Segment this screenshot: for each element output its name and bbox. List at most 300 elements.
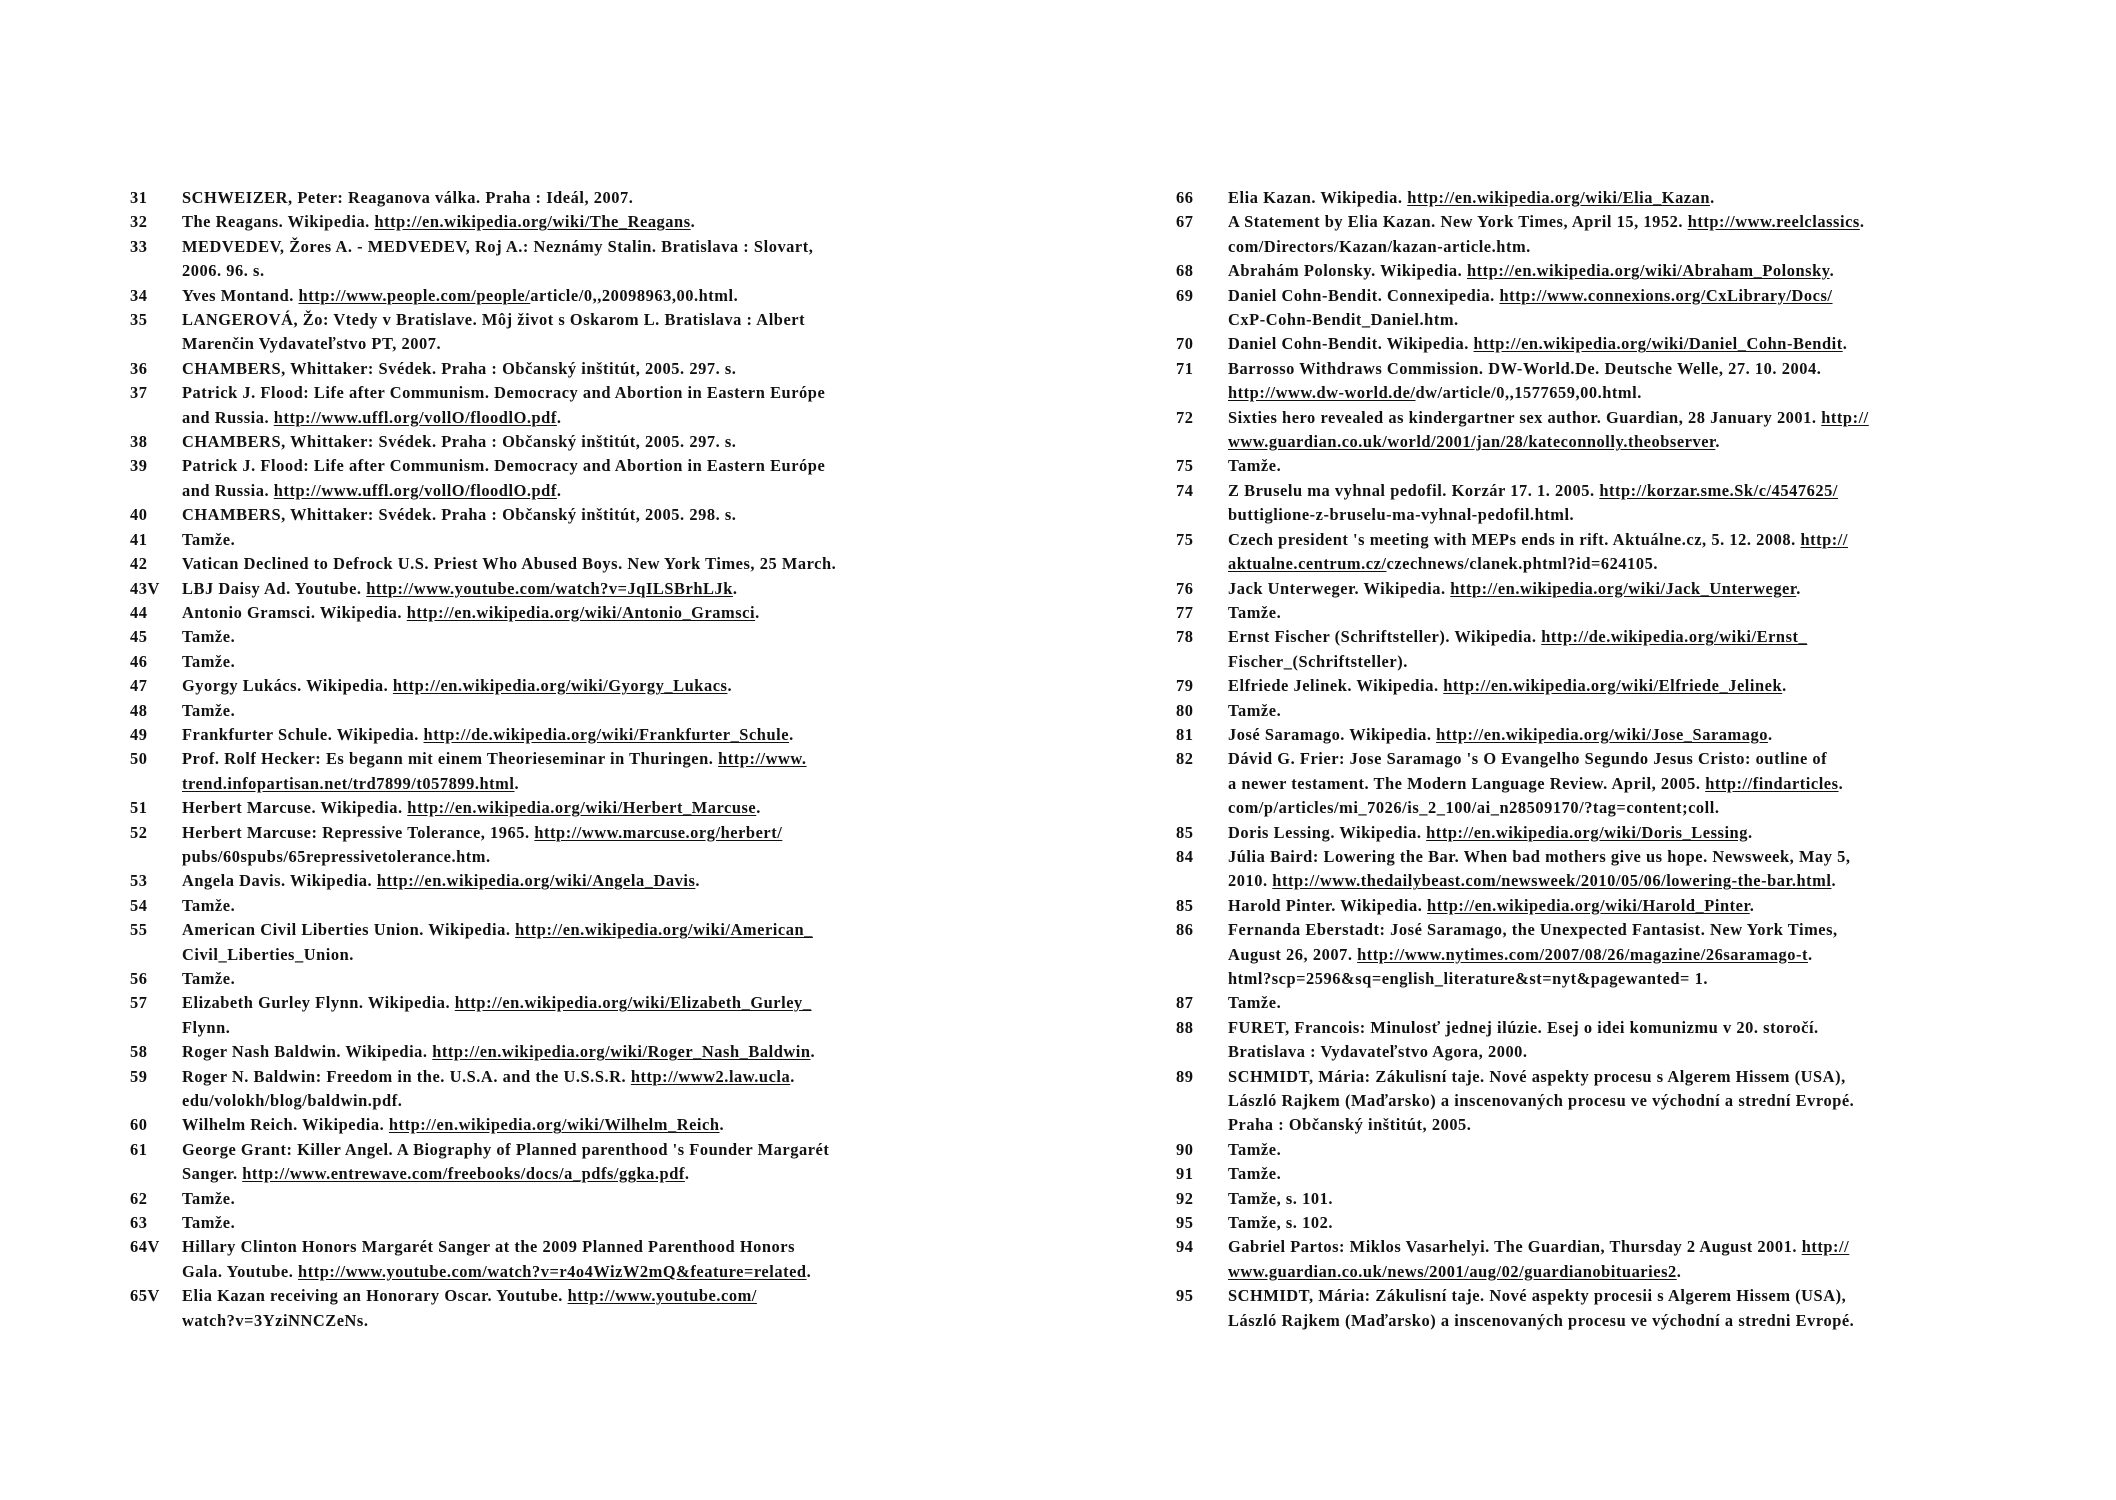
footnote-item (1176, 821, 2026, 845)
footnote-line (1228, 406, 2026, 430)
footnote-link[interactable]: http:// (1800, 529, 1849, 549)
footnote-item (1176, 1016, 2026, 1065)
footnote-link[interactable]: http://www.connexions.org/CxLibrary/Docs/ (1499, 285, 1833, 305)
footnote-line-text: Tamže, s. 101. (1228, 1188, 1333, 1208)
footnote-line-suffix: . (789, 724, 794, 744)
footnote-line-text: Ernst Fischer (Schriftsteller). Wikipedia. (1228, 627, 1542, 647)
footnote-link[interactable]: http://www.entrewave.com/freebooks/docs/a_pdfs/ggka.pdf (242, 1164, 685, 1184)
footnote-number: 90 (1176, 1139, 1194, 1159)
footnote-line (182, 210, 960, 234)
footnote-number: 74 (1176, 480, 1194, 500)
footnote-item (130, 430, 960, 454)
footnote-link[interactable]: http:// (1801, 1237, 1850, 1257)
footnote-line-text: SCHWEIZER, Peter: Reaganova válka. Praha : Ideál, 2007. (182, 188, 634, 207)
footnote-number: 68 (1176, 261, 1194, 281)
footnote-text (182, 308, 960, 357)
footnote-line (182, 991, 960, 1015)
footnote-line (182, 259, 960, 283)
footnotes-right-column (1176, 186, 2026, 1333)
footnote-text (1228, 845, 2026, 894)
footnote-line-text: and Russia. (182, 407, 274, 427)
footnote-line-text: Tamže. (1228, 1164, 1282, 1184)
footnote-line-text: LBJ Daisy Ad. Youtube. (182, 578, 367, 598)
footnote-number: 47 (130, 676, 148, 696)
footnote-line (1228, 381, 2026, 405)
footnote-link[interactable]: http://www2.law.ucla (630, 1066, 791, 1086)
footnote-line-text: Civil_Liberties_Union. (182, 944, 354, 964)
footnote-text (1228, 601, 2026, 625)
footnote-line-text: Sixties hero revealed as kindergartner sex author. Guardian, 28 January 2001. (1228, 407, 1822, 427)
footnote-text (1228, 821, 2026, 845)
footnote-number: 70 (1176, 334, 1194, 354)
footnote-link[interactable]: www.guardian.co.uk/world/2001/jan/28/kateconnolly.theobserver (1228, 432, 1716, 452)
footnote-line-text: American Civil Liberties Union. Wikipedia. (182, 920, 516, 940)
footnote-text (182, 625, 960, 649)
footnote-line-text: Elfriede Jelinek. Wikipedia. (1228, 676, 1444, 696)
footnote-link[interactable]: http://en.wikipedia.org/wiki/Gyorgy_Lukacs (392, 676, 728, 696)
footnote-line-text: Doris Lessing. Wikipedia. (1228, 822, 1427, 842)
footnote-number: 61 (130, 1139, 148, 1159)
footnote-text (1228, 991, 2026, 1015)
footnote-line (1228, 1235, 2026, 1259)
footnote-link[interactable]: http://findarticles (1705, 773, 1839, 793)
footnote-line-text: Tamže. (182, 627, 236, 647)
footnote-line (182, 284, 960, 308)
footnote-line-text: Roger Nash Baldwin. Wikipedia. (182, 1042, 433, 1062)
footnote-line-suffix: . (727, 676, 733, 696)
footnote-line-text: FURET, Francois: Minulosť jednej ilúzie. Esej o idei komunizmu v 20. storočí. (1228, 1017, 1819, 1037)
footnote-link[interactable]: http://en.wikipedia.org/wiki/Daniel_Cohn-Bendit (1473, 334, 1843, 354)
footnote-line (182, 186, 960, 210)
footnote-line-text: a newer testament. The Modern Language Review. April, 2005. (1228, 773, 1706, 793)
footnote-item (1176, 1284, 2026, 1333)
footnote-line (182, 821, 960, 845)
footnote-link[interactable]: http://en.wikipedia.org/wiki/Herbert_Marcuse (407, 798, 757, 818)
footnote-number: 91 (1176, 1164, 1194, 1184)
footnote-line-text: Gyorgy Lukács. Wikipedia. (182, 676, 393, 696)
footnote-text (182, 552, 960, 576)
footnote-line (182, 723, 960, 747)
footnote-line-text: Frankfurter Schule. Wikipedia. (182, 724, 424, 744)
footnote-text (182, 284, 960, 308)
footnote-line-suffix: . (1749, 895, 1755, 915)
footnote-item (130, 210, 960, 234)
footnote-line-text: Daniel Cohn-Bendit. Wikipedia. (1228, 334, 1474, 354)
footnote-line-suffix: . (1767, 724, 1773, 744)
footnote-number: 71 (1176, 358, 1194, 378)
footnote-link[interactable]: http://en.wikipedia.org/wiki/Elizabeth_Gurley_ (454, 993, 812, 1013)
footnote-text (1228, 1235, 2026, 1284)
footnote-line-text: Wilhelm Reich. Wikipedia. (182, 1115, 389, 1135)
footnote-line-text: László Rajkem (Maďarsko) a inscenovaných procesu ve východní a strední Evropé. (1228, 1091, 1855, 1111)
footnote-line-text: Vatican Declined to Defrock U.S. Priest Who Abused Boys. New York Times, 25 March. (182, 554, 837, 574)
footnote-line-suffix: . (1715, 432, 1721, 452)
footnote-item (130, 991, 960, 1040)
footnote-line (1228, 894, 2026, 918)
footnote-number: 89 (1176, 1066, 1194, 1086)
footnote-line-text: Yves Montand. (182, 285, 299, 305)
footnote-text (1228, 1016, 2026, 1065)
footnote-line (182, 1284, 960, 1308)
footnote-line (1228, 796, 2026, 820)
footnote-item (1176, 723, 2026, 747)
footnote-link[interactable]: http://www.youtube.com/ (567, 1286, 757, 1306)
footnote-link[interactable]: http://en.wikipedia.org/wiki/The_Reagans (374, 212, 691, 232)
footnote-number: 65V (130, 1286, 160, 1306)
footnote-line (1228, 1040, 2026, 1064)
footnote-item (130, 454, 960, 503)
footnote-line (1228, 454, 2026, 478)
footnote-line-text: SCHMIDT, Mária: Zákulisní taje. Nové aspekty procesu s Algerem Hissem (USA), (1228, 1066, 1846, 1086)
footnote-line (182, 1113, 960, 1137)
footnote-line-text: Czech president 's meeting with MEPs ends in rift. Aktuálne.cz, 5. 12. 2008. (1228, 529, 1801, 549)
footnote-text (182, 1138, 960, 1187)
footnote-item (1176, 454, 2026, 478)
footnote-line (1228, 357, 2026, 381)
footnote-item (130, 601, 960, 625)
footnote-line-text: Bratislava : Vydavateľstvo Agora, 2000. (1228, 1042, 1528, 1062)
footnote-text (182, 650, 960, 674)
footnote-line-text: The Reagans. Wikipedia. (182, 212, 375, 232)
footnote-item (1176, 332, 2026, 356)
footnote-link[interactable]: http://www.people.com/people/ (298, 285, 531, 305)
footnote-line (182, 1309, 960, 1333)
footnote-text (1228, 357, 2026, 406)
footnote-item (130, 1138, 960, 1187)
footnote-text (182, 454, 960, 503)
footnote-number: 59 (130, 1066, 148, 1086)
footnote-item (1176, 259, 2026, 283)
footnote-line-suffix: article/0,,20098963,00.html. (530, 285, 739, 305)
footnote-text (1228, 284, 2026, 333)
footnote-item (1176, 1211, 2026, 1235)
footnote-link[interactable]: http://de.wikipedia.org/wiki/Frankfurter_Schule (423, 724, 790, 744)
footnote-number: 55 (130, 920, 148, 940)
footnote-number: 53 (130, 871, 148, 891)
footnote-link[interactable]: http://www.dw-world.de/ (1228, 383, 1416, 403)
footnote-line-text: Elizabeth Gurley Flynn. Wikipedia. (182, 993, 455, 1013)
footnote-line (182, 1138, 960, 1162)
footnote-text (1228, 1162, 2026, 1186)
footnote-line (182, 1260, 960, 1284)
footnote-item (130, 821, 960, 870)
footnote-line-text: com/Directors/Kazan/kazan-article.htm. (1228, 236, 1531, 256)
footnote-line-text: Jack Unterweger. Wikipedia. (1228, 578, 1451, 598)
footnote-link[interactable]: http://en.wikipedia.org/wiki/Antonio_Gramsci (406, 602, 756, 622)
footnote-text (1228, 699, 2026, 723)
footnote-link[interactable]: http://en.wikipedia.org/wiki/Elfriede_Jelinek (1443, 676, 1783, 696)
footnote-item (130, 186, 960, 210)
footnote-number: 78 (1176, 627, 1194, 647)
footnote-line (182, 332, 960, 356)
footnote-line-text: CxP-Cohn-Bendit_Daniel.htm. (1228, 310, 1459, 330)
footnote-line-text: Fernanda Eberstadt: José Saramago, the Unexpected Fantasist. New York Times, (1228, 920, 1838, 940)
footnote-line-suffix: . (1838, 773, 1844, 793)
footnote-line (182, 674, 960, 698)
footnote-line-text: CHAMBERS, Whittaker: Svédek. Praha : Občanský inštitút, 2005. 297. s. (182, 432, 737, 452)
footnote-item (1176, 699, 2026, 723)
footnote-link[interactable]: http://korzar.sme.Sk/c/4547625/ (1599, 480, 1838, 500)
footnote-number: 69 (1176, 285, 1194, 305)
footnote-link[interactable]: http://en.wikipedia.org/wiki/American_ (515, 920, 813, 940)
footnote-item (1176, 1138, 2026, 1162)
footnote-item (130, 552, 960, 576)
footnote-number: 50 (130, 749, 148, 769)
footnote-line (182, 308, 960, 332)
footnote-link[interactable]: http://en.wikipedia.org/wiki/Angela_Davis (376, 871, 696, 891)
footnote-link[interactable]: http://www.thedailybeast.com/newsweek/2010/05/06/lowering-the-bar.html (1272, 871, 1832, 891)
footnote-line-text: Tamže. (182, 969, 236, 988)
footnote-line (1228, 1284, 2026, 1308)
footnote-line (1228, 772, 2026, 796)
footnote-line-text: LANGEROVÁ, Žo: Vtedy v Bratislave. Môj život s Oskarom L. Bratislava : Albert (182, 310, 806, 330)
footnote-link[interactable]: http://en.wikipedia.org/wiki/Doris_Lessing (1426, 822, 1748, 842)
footnote-link[interactable]: http://en.wikipedia.org/wiki/Abraham_Polonsky (1466, 261, 1830, 281)
footnote-text (182, 894, 960, 918)
footnote-line-suffix: . (806, 1261, 812, 1281)
footnote-item (130, 577, 960, 601)
footnote-item (130, 1284, 960, 1333)
footnote-text (1228, 1211, 2026, 1235)
footnote-item (130, 1040, 960, 1064)
footnote-text (1228, 186, 2026, 210)
footnote-line (1228, 1113, 2026, 1137)
footnote-line-text: Harold Pinter. Wikipedia. (1228, 895, 1428, 915)
footnote-item (1176, 918, 2026, 991)
footnote-line-text: Flynn. (182, 1017, 231, 1037)
footnote-text (1228, 1138, 2026, 1162)
footnote-item (130, 918, 960, 967)
footnote-text (182, 528, 960, 552)
footnote-link[interactable]: http://www.marcuse.org/herbert/ (534, 822, 783, 842)
footnote-text (1228, 454, 2026, 478)
footnote-number: 72 (1176, 407, 1194, 427)
footnote-item (130, 284, 960, 308)
footnote-link[interactable]: http://www.reelclassics (1687, 212, 1860, 232)
footnote-line-text: Gala. Youtube. (182, 1261, 299, 1281)
footnote-line (182, 1065, 960, 1089)
footnote-item (1176, 674, 2026, 698)
footnote-line-text: Tamže, s. 102. (1228, 1213, 1333, 1233)
footnote-line-text: watch?v=3YziNNCZeNs. (182, 1310, 369, 1330)
footnote-number: 75 (1176, 529, 1194, 549)
footnote-line-suffix: czechnews/clanek.phtml?id=624105. (1386, 554, 1659, 574)
footnote-line (182, 1016, 960, 1040)
footnote-item (1176, 210, 2026, 259)
footnote-line (1228, 210, 2026, 234)
footnote-text (1228, 332, 2026, 356)
footnote-text (182, 967, 960, 991)
footnote-item (130, 747, 960, 796)
footnote-line-text: Tamže. (1228, 456, 1282, 476)
footnote-item (1176, 577, 2026, 601)
footnote-line-text: Antonio Gramsci. Wikipedia. (182, 602, 407, 622)
footnote-line (1228, 1260, 2026, 1284)
footnote-line (1228, 967, 2026, 991)
footnote-item (1176, 1235, 2026, 1284)
footnote-line (1228, 723, 2026, 747)
footnote-number: 52 (130, 822, 148, 842)
footnote-link[interactable]: http://en.wikipedia.org/wiki/Elia_Kazan (1407, 188, 1711, 207)
footnote-number: 60 (130, 1115, 148, 1135)
footnote-number: 32 (130, 212, 148, 232)
footnote-number: 85 (1176, 822, 1194, 842)
footnote-link[interactable]: http://www.nytimes.com/2007/08/26/magazine/26saramago-t (1357, 944, 1809, 964)
footnote-number: 79 (1176, 676, 1194, 696)
footnote-line (1228, 259, 2026, 283)
footnote-item (1176, 284, 2026, 333)
footnote-line-text: Gabriel Partos: Miklos Vasarhelyi. The Guardian, Thursday 2 August 2001. (1228, 1237, 1802, 1257)
footnote-line-suffix: . (1859, 212, 1865, 232)
footnote-line (1228, 601, 2026, 625)
footnote-line (182, 235, 960, 259)
footnote-line-text: Elia Kazan. Wikipedia. (1228, 188, 1408, 207)
footnote-line-text: Daniel Cohn-Bendit. Connexipedia. (1228, 285, 1500, 305)
footnote-number: 33 (130, 236, 148, 256)
footnote-link[interactable]: http://www.uffl.org/vollO/floodlO.pdf (273, 480, 557, 500)
footnote-number: 92 (1176, 1188, 1194, 1208)
footnote-item (130, 650, 960, 674)
footnote-item (1176, 357, 2026, 406)
footnote-number: 43V (130, 578, 160, 598)
footnote-line (182, 552, 960, 576)
footnote-line (182, 747, 960, 771)
footnote-line-text: George Grant: Killer Angel. A Biography of Planned parenthood 's Founder Margarét (182, 1139, 830, 1159)
footnote-text (182, 869, 960, 893)
footnote-line (1228, 235, 2026, 259)
footnote-number: 81 (1176, 724, 1194, 744)
footnote-line (182, 845, 960, 869)
footnote-text (182, 503, 960, 527)
footnote-item (130, 528, 960, 552)
footnote-line-text: Tamže. (1228, 700, 1282, 720)
footnote-text (1228, 747, 2026, 820)
footnote-item (130, 308, 960, 357)
footnote-link[interactable]: http://en.wikipedia.org/wiki/Wilhelm_Reich (388, 1115, 720, 1135)
footnote-line-suffix: dw/article/0,,1577659,00.html. (1415, 383, 1642, 403)
footnote-number: 75 (1176, 456, 1194, 476)
footnote-number: 76 (1176, 578, 1194, 598)
footnote-text (182, 186, 960, 210)
footnote-line (182, 1211, 960, 1235)
footnote-link[interactable]: www.guardian.co.uk/news/2001/aug/02/guardianobituaries2 (1228, 1261, 1677, 1281)
footnote-text (182, 210, 960, 234)
footnote-number: 44 (130, 602, 148, 622)
footnote-link[interactable]: trend.infopartisan.net/trd7899/t057899.html (182, 773, 515, 793)
footnote-number: 95 (1176, 1286, 1194, 1306)
footnote-number: 45 (130, 627, 148, 647)
footnote-line (182, 943, 960, 967)
footnote-text (182, 1187, 960, 1211)
footnote-item (1176, 528, 2026, 577)
footnote-link[interactable]: http://en.wikipedia.org/wiki/Harold_Pinter (1427, 895, 1750, 915)
footnote-line (1228, 186, 2026, 210)
footnote-number: 38 (130, 432, 148, 452)
footnote-line-text: Tamže. (182, 895, 236, 915)
footnote-link[interactable]: http://de.wikipedia.org/wiki/Ernst_ (1541, 627, 1808, 647)
footnote-line-suffix: . (790, 1066, 795, 1086)
footnote-number: 49 (130, 724, 148, 744)
footnote-line-suffix: . (695, 871, 701, 891)
footnote-link[interactable]: http://en.wikipedia.org/wiki/Roger_Nash_Baldwin (432, 1042, 811, 1062)
footnote-link[interactable]: http://www. (718, 749, 807, 769)
footnote-number: 35 (130, 310, 148, 330)
footnote-text (1228, 1065, 2026, 1138)
footnote-line (182, 479, 960, 503)
footnote-link[interactable]: http://www.youtube.com/watch?v=JqILSBrhLJk (366, 578, 733, 598)
footnote-number: 39 (130, 456, 148, 476)
footnote-line-suffix: . (755, 602, 760, 622)
footnote-item (1176, 1162, 2026, 1186)
footnote-text (182, 1065, 960, 1114)
footnote-link[interactable]: aktualne.centrum.cz/ (1228, 554, 1387, 574)
footnote-line-text: Tamže. (182, 1188, 236, 1208)
footnote-number: 58 (130, 1042, 148, 1062)
footnote-line-suffix: . (1808, 944, 1813, 964)
footnote-line-text: Tamže. (1228, 1139, 1282, 1159)
footnote-line (182, 454, 960, 478)
footnote-link[interactable]: http://en.wikipedia.org/wiki/Jose_Saramago (1436, 724, 1768, 744)
footnote-line-suffix: . (514, 773, 520, 793)
footnote-line-suffix: . (1710, 188, 1715, 207)
footnote-number: 64V (130, 1237, 160, 1257)
footnote-link[interactable]: http://en.wikipedia.org/wiki/Jack_Unterweger (1450, 578, 1797, 598)
footnote-text (182, 747, 960, 796)
footnote-line-text: com/p/articles/mi_7026/is_2_100/ai_n28509170/?tag=content;coll. (1228, 798, 1720, 818)
footnote-line (1228, 528, 2026, 552)
footnote-line (1228, 503, 2026, 527)
footnote-line (182, 1162, 960, 1186)
footnote-line (182, 1040, 960, 1064)
footnote-line (182, 650, 960, 674)
footnote-line (182, 577, 960, 601)
footnote-line (1228, 332, 2026, 356)
footnote-link[interactable]: http://www.youtube.com/watch?v=r4o4WizW2mQ&feature=related (298, 1261, 807, 1281)
footnote-line-text: Tamže. (182, 529, 236, 549)
footnote-line (1228, 918, 2026, 942)
footnote-item (1176, 186, 2026, 210)
footnote-item (130, 1187, 960, 1211)
footnote-item (1176, 894, 2026, 918)
footnote-number: 37 (130, 383, 148, 403)
footnote-text (182, 991, 960, 1040)
footnote-line-text: Prof. Rolf Hecker: Es begann mit einem Theorieseminar in Thuringen. (182, 749, 719, 769)
footnote-line-text: Tamže. (182, 700, 236, 720)
footnote-line-suffix: . (1676, 1261, 1682, 1281)
footnote-text (182, 577, 960, 601)
footnote-line-suffix: . (719, 1115, 725, 1135)
footnote-text (182, 821, 960, 870)
footnote-line (182, 699, 960, 723)
footnote-line (1228, 625, 2026, 649)
footnote-line-text: CHAMBERS, Whittaker: Svédek. Praha : Občanský inštitút, 2005. 297. s. (182, 358, 737, 378)
footnote-line (182, 796, 960, 820)
footnote-line (1228, 284, 2026, 308)
footnote-text (1228, 1187, 2026, 1211)
footnote-line (1228, 479, 2026, 503)
footnote-line-suffix: . (1842, 334, 1848, 354)
footnote-number: 62 (130, 1188, 148, 1208)
footnote-item (130, 1065, 960, 1114)
footnote-link[interactable]: http:// (1821, 407, 1869, 427)
footnote-line-text: Angela Davis. Wikipedia. (182, 871, 377, 891)
footnote-text (182, 381, 960, 430)
footnote-text (182, 1235, 960, 1284)
footnote-text (182, 1284, 960, 1333)
footnote-link[interactable]: http://www.uffl.org/vollO/floodlO.pdf (273, 407, 557, 427)
footnote-number: 57 (130, 993, 148, 1013)
footnote-line-text: CHAMBERS, Whittaker: Svédek. Praha : Občanský inštitút, 2005. 298. s. (182, 505, 737, 525)
